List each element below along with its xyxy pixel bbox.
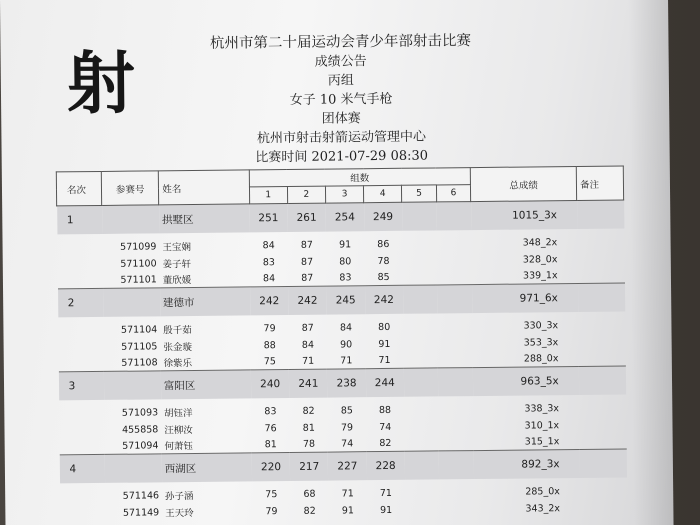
member-total: 348_2x	[522, 236, 558, 249]
member-series-score: 75	[263, 355, 277, 367]
member-note	[577, 250, 624, 266]
team-series-score	[438, 368, 473, 397]
team-series-score: 242	[288, 286, 326, 315]
member-series-score	[403, 313, 438, 335]
member-name: 王宝娴	[162, 242, 191, 254]
member-series-score: 90	[340, 338, 353, 350]
team-series-score: 240	[251, 369, 289, 398]
member-series-score: 84	[301, 339, 315, 351]
member-series-score: 82	[302, 405, 315, 417]
member-series-score: 79	[340, 421, 354, 433]
member-note	[579, 416, 626, 432]
team-rank: 2	[58, 288, 103, 317]
team-series-score: 227	[328, 452, 366, 481]
team-total: 1015_3x	[471, 200, 577, 230]
team-series-score: 220	[252, 452, 290, 481]
member-series-score: 91	[378, 338, 391, 350]
member-series-score: 87	[300, 239, 313, 251]
member-name: 王天玲	[165, 507, 194, 520]
member-note	[579, 394, 626, 416]
member-series-score: 83	[264, 405, 277, 417]
match-time: 比赛时间 2021-07-29 08:30	[255, 148, 429, 166]
team-series-score	[439, 451, 474, 480]
team-series-score: 241	[289, 369, 327, 398]
team-total: 963_5x	[473, 366, 579, 396]
team-note	[578, 283, 625, 312]
member-series-score	[438, 351, 473, 368]
member-total: 330_3x	[523, 319, 559, 332]
member-series-score: 74	[341, 437, 354, 449]
member-id: 571093	[121, 406, 159, 419]
member-series-score	[405, 501, 440, 517]
member-series-score: 84	[262, 239, 275, 251]
member-series-score: 80	[339, 255, 352, 267]
member-rank	[58, 317, 103, 339]
team-series-score	[403, 285, 438, 314]
member-series-score: 88	[378, 404, 392, 416]
member-series-score	[438, 396, 473, 418]
member-rank	[58, 355, 103, 372]
member-id: 571104	[120, 323, 158, 336]
member-series-score	[403, 268, 438, 285]
header-total: 总成绩	[470, 166, 576, 201]
team-series-score: 228	[366, 451, 404, 480]
team-series-score: 245	[326, 286, 364, 315]
team-rank: 1	[57, 205, 102, 234]
member-id: 571149	[122, 506, 160, 519]
member-id: 571101	[120, 273, 157, 286]
member-series-score: 80	[378, 321, 391, 333]
member-total: 343_2x	[525, 502, 561, 515]
member-series-score: 74	[379, 421, 392, 433]
member-note	[580, 477, 627, 499]
header-series-3: 3	[325, 186, 363, 203]
document-title: 杭州市第二十届运动会青少年部射击比赛	[209, 33, 472, 52]
member-note	[577, 228, 624, 250]
member-id: 571094	[122, 439, 159, 452]
member-rank	[59, 438, 104, 455]
member-series-score: 87	[301, 322, 314, 334]
member-series-score	[440, 501, 475, 517]
member-total: 338_3x	[524, 402, 560, 415]
team-series-score: 251	[249, 204, 287, 233]
team-series-score: 238	[327, 369, 365, 398]
member-series-score: 79	[265, 505, 278, 517]
document-subtitle: 成绩公告	[314, 54, 367, 70]
header-series-6: 6	[436, 185, 471, 202]
member-series-score: 71	[378, 354, 391, 366]
member-rank	[58, 339, 103, 355]
results-table	[56, 165, 628, 521]
team-id	[104, 454, 161, 483]
member-series-score	[438, 335, 473, 351]
member-total: 285_0x	[525, 485, 560, 498]
team-rank: 3	[58, 371, 103, 400]
team-id	[104, 371, 161, 400]
header-series: 组数	[249, 168, 471, 187]
member-series-score: 91	[341, 504, 354, 516]
member-name: 汪柳汝	[164, 425, 193, 437]
team-series-score: 242	[250, 286, 288, 315]
member-series-score	[437, 252, 472, 268]
member-series-score: 71	[341, 487, 354, 499]
age-group: 丙组	[327, 73, 354, 89]
member-series-score	[402, 252, 437, 268]
team-series-score: 242	[365, 285, 403, 314]
header-series-4: 4	[364, 185, 402, 202]
member-series-score: 71	[340, 354, 353, 366]
member-id: 571099	[120, 240, 157, 253]
member-series-score: 79	[263, 322, 276, 334]
member-series-score	[402, 230, 437, 252]
team-series-score: 217	[290, 452, 328, 481]
member-series-score	[404, 434, 439, 451]
member-rank	[57, 256, 102, 272]
member-series-score: 84	[262, 272, 276, 284]
member-series-score: 84	[339, 321, 353, 333]
member-series-score	[439, 479, 474, 501]
organizer: 杭州市射击射箭运动管理中心	[256, 129, 427, 147]
member-series-score: 78	[377, 255, 390, 267]
member-name: 殷千茹	[163, 325, 192, 337]
member-series-score: 78	[302, 438, 316, 450]
member-series-score: 87	[300, 256, 314, 268]
results-body	[57, 200, 627, 521]
header-rank: 名次	[56, 171, 102, 205]
team-series-score	[404, 368, 439, 397]
member-series-score	[405, 479, 440, 501]
event-type: 团体赛	[321, 111, 361, 127]
member-total: 315_1x	[524, 435, 560, 448]
member-series-score: 83	[339, 271, 352, 283]
member-rank	[57, 234, 102, 256]
member-series-score	[404, 396, 439, 418]
member-id: 571146	[122, 489, 160, 502]
member-series-score	[439, 434, 474, 451]
team-total: 971_6x	[472, 283, 578, 313]
member-total: 353_3x	[523, 336, 559, 349]
team-series-score	[437, 285, 472, 314]
member-name: 何萧钰	[164, 441, 194, 453]
header-series-2: 2	[287, 186, 325, 203]
document-header	[180, 31, 501, 168]
member-total: 339_1x	[522, 269, 558, 282]
member-rank	[59, 422, 104, 438]
header-id: 参赛号	[101, 171, 158, 206]
member-rank	[60, 505, 105, 521]
team-name: 建德市	[160, 287, 250, 316]
event-name: 女子 10 米气手枪	[289, 91, 393, 108]
member-name: 胡钰洋	[164, 408, 193, 420]
paper-edge-shadow	[628, 0, 674, 525]
member-note	[579, 432, 626, 449]
member-name: 徐紫乐	[163, 358, 193, 370]
team-series-score	[402, 202, 437, 231]
member-series-score: 82	[303, 505, 316, 517]
team-note	[579, 449, 626, 478]
team-note	[577, 200, 624, 229]
member-note	[578, 333, 625, 349]
member-series-score	[404, 351, 439, 368]
header-series-5: 5	[402, 185, 437, 202]
member-series-score: 71	[379, 487, 393, 499]
team-name: 富阳区	[161, 370, 251, 399]
member-id: 571108	[121, 356, 158, 369]
member-series-score	[403, 335, 438, 351]
team-series-score	[405, 451, 440, 480]
member-series-score: 88	[263, 339, 276, 351]
member-note	[577, 266, 624, 283]
member-series-score: 81	[264, 438, 277, 450]
member-name: 孙子涵	[164, 491, 194, 503]
member-series-score: 83	[262, 256, 275, 268]
member-series-score	[404, 418, 439, 434]
member-series-score: 75	[265, 488, 278, 500]
member-note	[578, 311, 625, 333]
team-name: 西湖区	[162, 453, 252, 482]
header-name: 姓名	[159, 170, 250, 205]
header-note: 备注	[576, 166, 623, 200]
member-rank	[60, 483, 105, 505]
member-series-score: 68	[303, 488, 316, 500]
member-note	[580, 499, 627, 515]
member-total: 328_0x	[522, 253, 558, 266]
member-series-score	[439, 418, 474, 434]
member-series-score	[437, 268, 472, 285]
team-total: 892_3x	[473, 449, 579, 479]
member-total: 288_0x	[523, 352, 559, 365]
member-series-score	[437, 230, 472, 252]
member-rank	[59, 400, 104, 422]
member-id: 571100	[120, 257, 157, 270]
member-series-score: 81	[302, 422, 315, 434]
member-series-score: 71	[302, 355, 315, 367]
team-series-score: 261	[287, 203, 325, 232]
team-id	[102, 205, 159, 234]
member-series-score: 76	[264, 422, 277, 434]
header-series-1: 1	[249, 187, 287, 204]
member-series-score: 91	[379, 504, 393, 516]
member-rank	[57, 272, 102, 289]
member-name: 张金璇	[163, 342, 193, 354]
member-series-score: 85	[377, 271, 390, 283]
team-note	[579, 366, 626, 395]
member-id: 455858	[121, 423, 159, 436]
member-series-score: 85	[340, 404, 353, 416]
member-total: 310_1x	[524, 419, 560, 432]
team-name: 拱墅区	[159, 204, 249, 233]
member-name: 姜子轩	[162, 259, 192, 271]
member-series-score: 86	[377, 238, 390, 250]
team-series-score: 254	[326, 203, 364, 232]
shooting-logo: 射	[66, 44, 134, 125]
team-id	[103, 288, 160, 317]
team-rank: 4	[59, 454, 104, 483]
member-id: 571105	[121, 340, 158, 353]
team-series-score: 244	[366, 368, 404, 397]
member-note	[578, 349, 625, 366]
team-series-score	[436, 202, 471, 231]
member-name: 董欣媛	[162, 275, 192, 287]
member-series-score: 82	[379, 437, 392, 449]
member-series-score: 91	[338, 238, 352, 250]
member-series-score	[438, 313, 473, 335]
member-series-score: 87	[301, 272, 314, 284]
team-series-score: 249	[364, 202, 402, 231]
